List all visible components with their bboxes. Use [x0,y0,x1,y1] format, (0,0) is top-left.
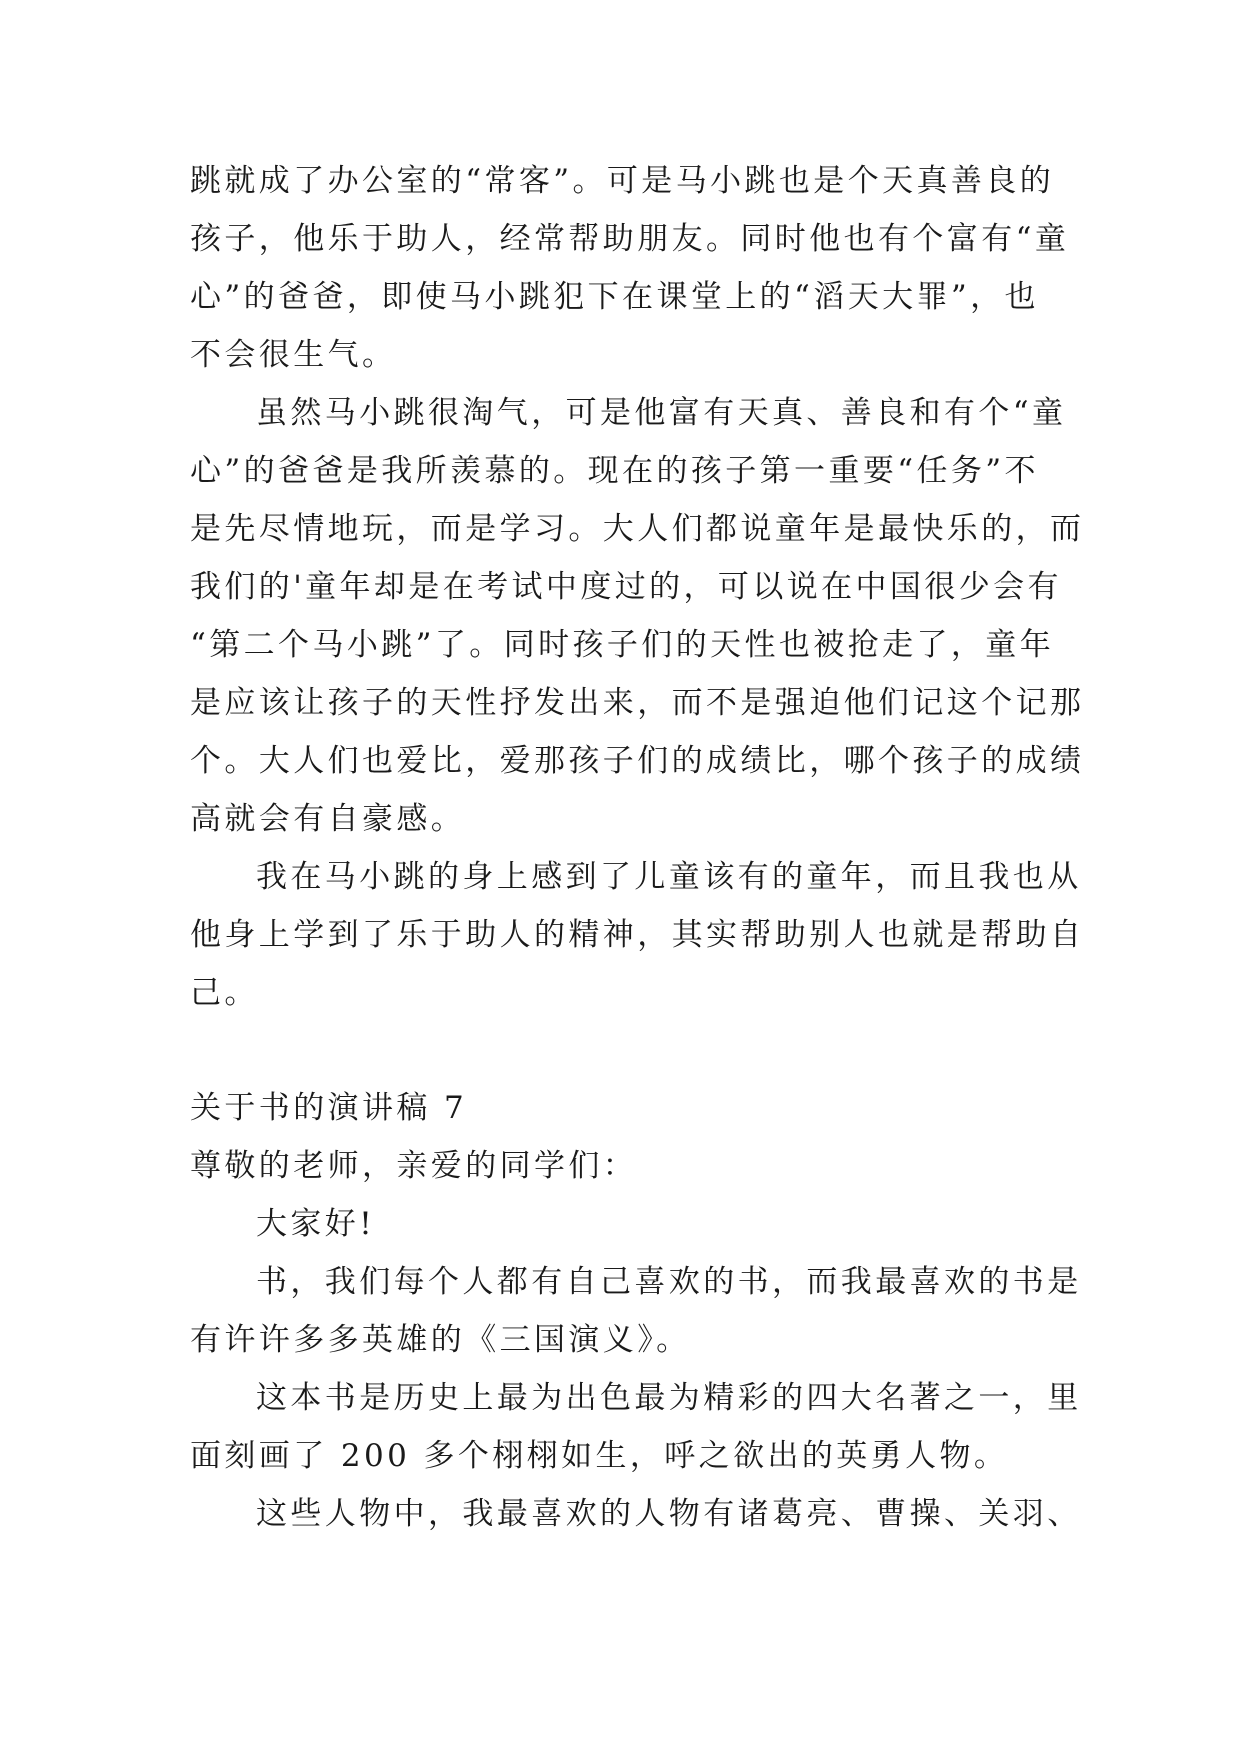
paragraph-5-line-1: 这本书是历史上最为出色最为精彩的四大名著之一，里 [256,1380,1082,1416]
paragraph-4-line-2: 有许许多多英雄的《三国演义》。 [190,1322,691,1358]
paragraph-2-line-8: 高就会有自豪感。 [190,801,466,837]
paragraph-3-line-2: 他身上学到了乐于助人的精神，其实帮助别人也就是帮助自 [190,917,1085,953]
paragraph-2-line-2: 心”的爸爸是我所羡慕的。现在的孩子第一重要“任务”不 [190,453,1039,489]
section-title: 关于书的演讲稿 7 [190,1090,468,1126]
paragraph-2-line-6: 是应该让孩子的天性抒发出来，而不是强迫他们记这个记那 [190,685,1085,721]
greeting: 大家好! [256,1206,376,1242]
paragraph-1-line-2: 孩子，他乐于助人，经常帮助朋友。同时他也有个富有“童 [190,221,1070,257]
paragraph-2-line-3: 是先尽情地玩，而是学习。大人们都说童年是最快乐的，而 [190,511,1085,547]
salutation: 尊敬的老师，亲爱的同学们： [190,1148,638,1184]
paragraph-2-line-4: 我们的'童年却是在考试中度过的，可以说在中国很少会有 [190,569,1062,605]
paragraph-6-line-1: 这些人物中，我最喜欢的人物有诸葛亮、曹操、关羽、 [256,1496,1082,1532]
paragraph-5-line-2: 面刻画了 200 多个栩栩如生，呼之欲出的英勇人物。 [190,1438,1009,1474]
paragraph-1-line-4: 不会很生气。 [190,337,397,373]
paragraph-3-line-1: 我在马小跳的身上感到了儿童该有的童年，而且我也从 [256,859,1082,895]
paragraph-1-line-3: 心”的爸爸，即使马小跳犯下在课堂上的“滔天大罪”，也 [190,279,1039,315]
paragraph-3-line-3: 己。 [190,975,259,1011]
paragraph-4-line-1: 书，我们每个人都有自己喜欢的书，而我最喜欢的书是 [256,1264,1082,1300]
paragraph-2-line-5: “第二个马小跳”了。同时孩子们的天性也被抢走了，童年 [190,627,1055,663]
paragraph-1-line-1: 跳就成了办公室的“常客”。可是马小跳也是个天真善良的 [190,163,1055,199]
paragraph-2-line-7: 个。大人们也爱比，爱那孩子们的成绩比，哪个孩子的成绩 [190,743,1085,779]
paragraph-2-line-1: 虽然马小跳很淘气，可是他富有天真、善良和有个“童 [256,395,1067,431]
